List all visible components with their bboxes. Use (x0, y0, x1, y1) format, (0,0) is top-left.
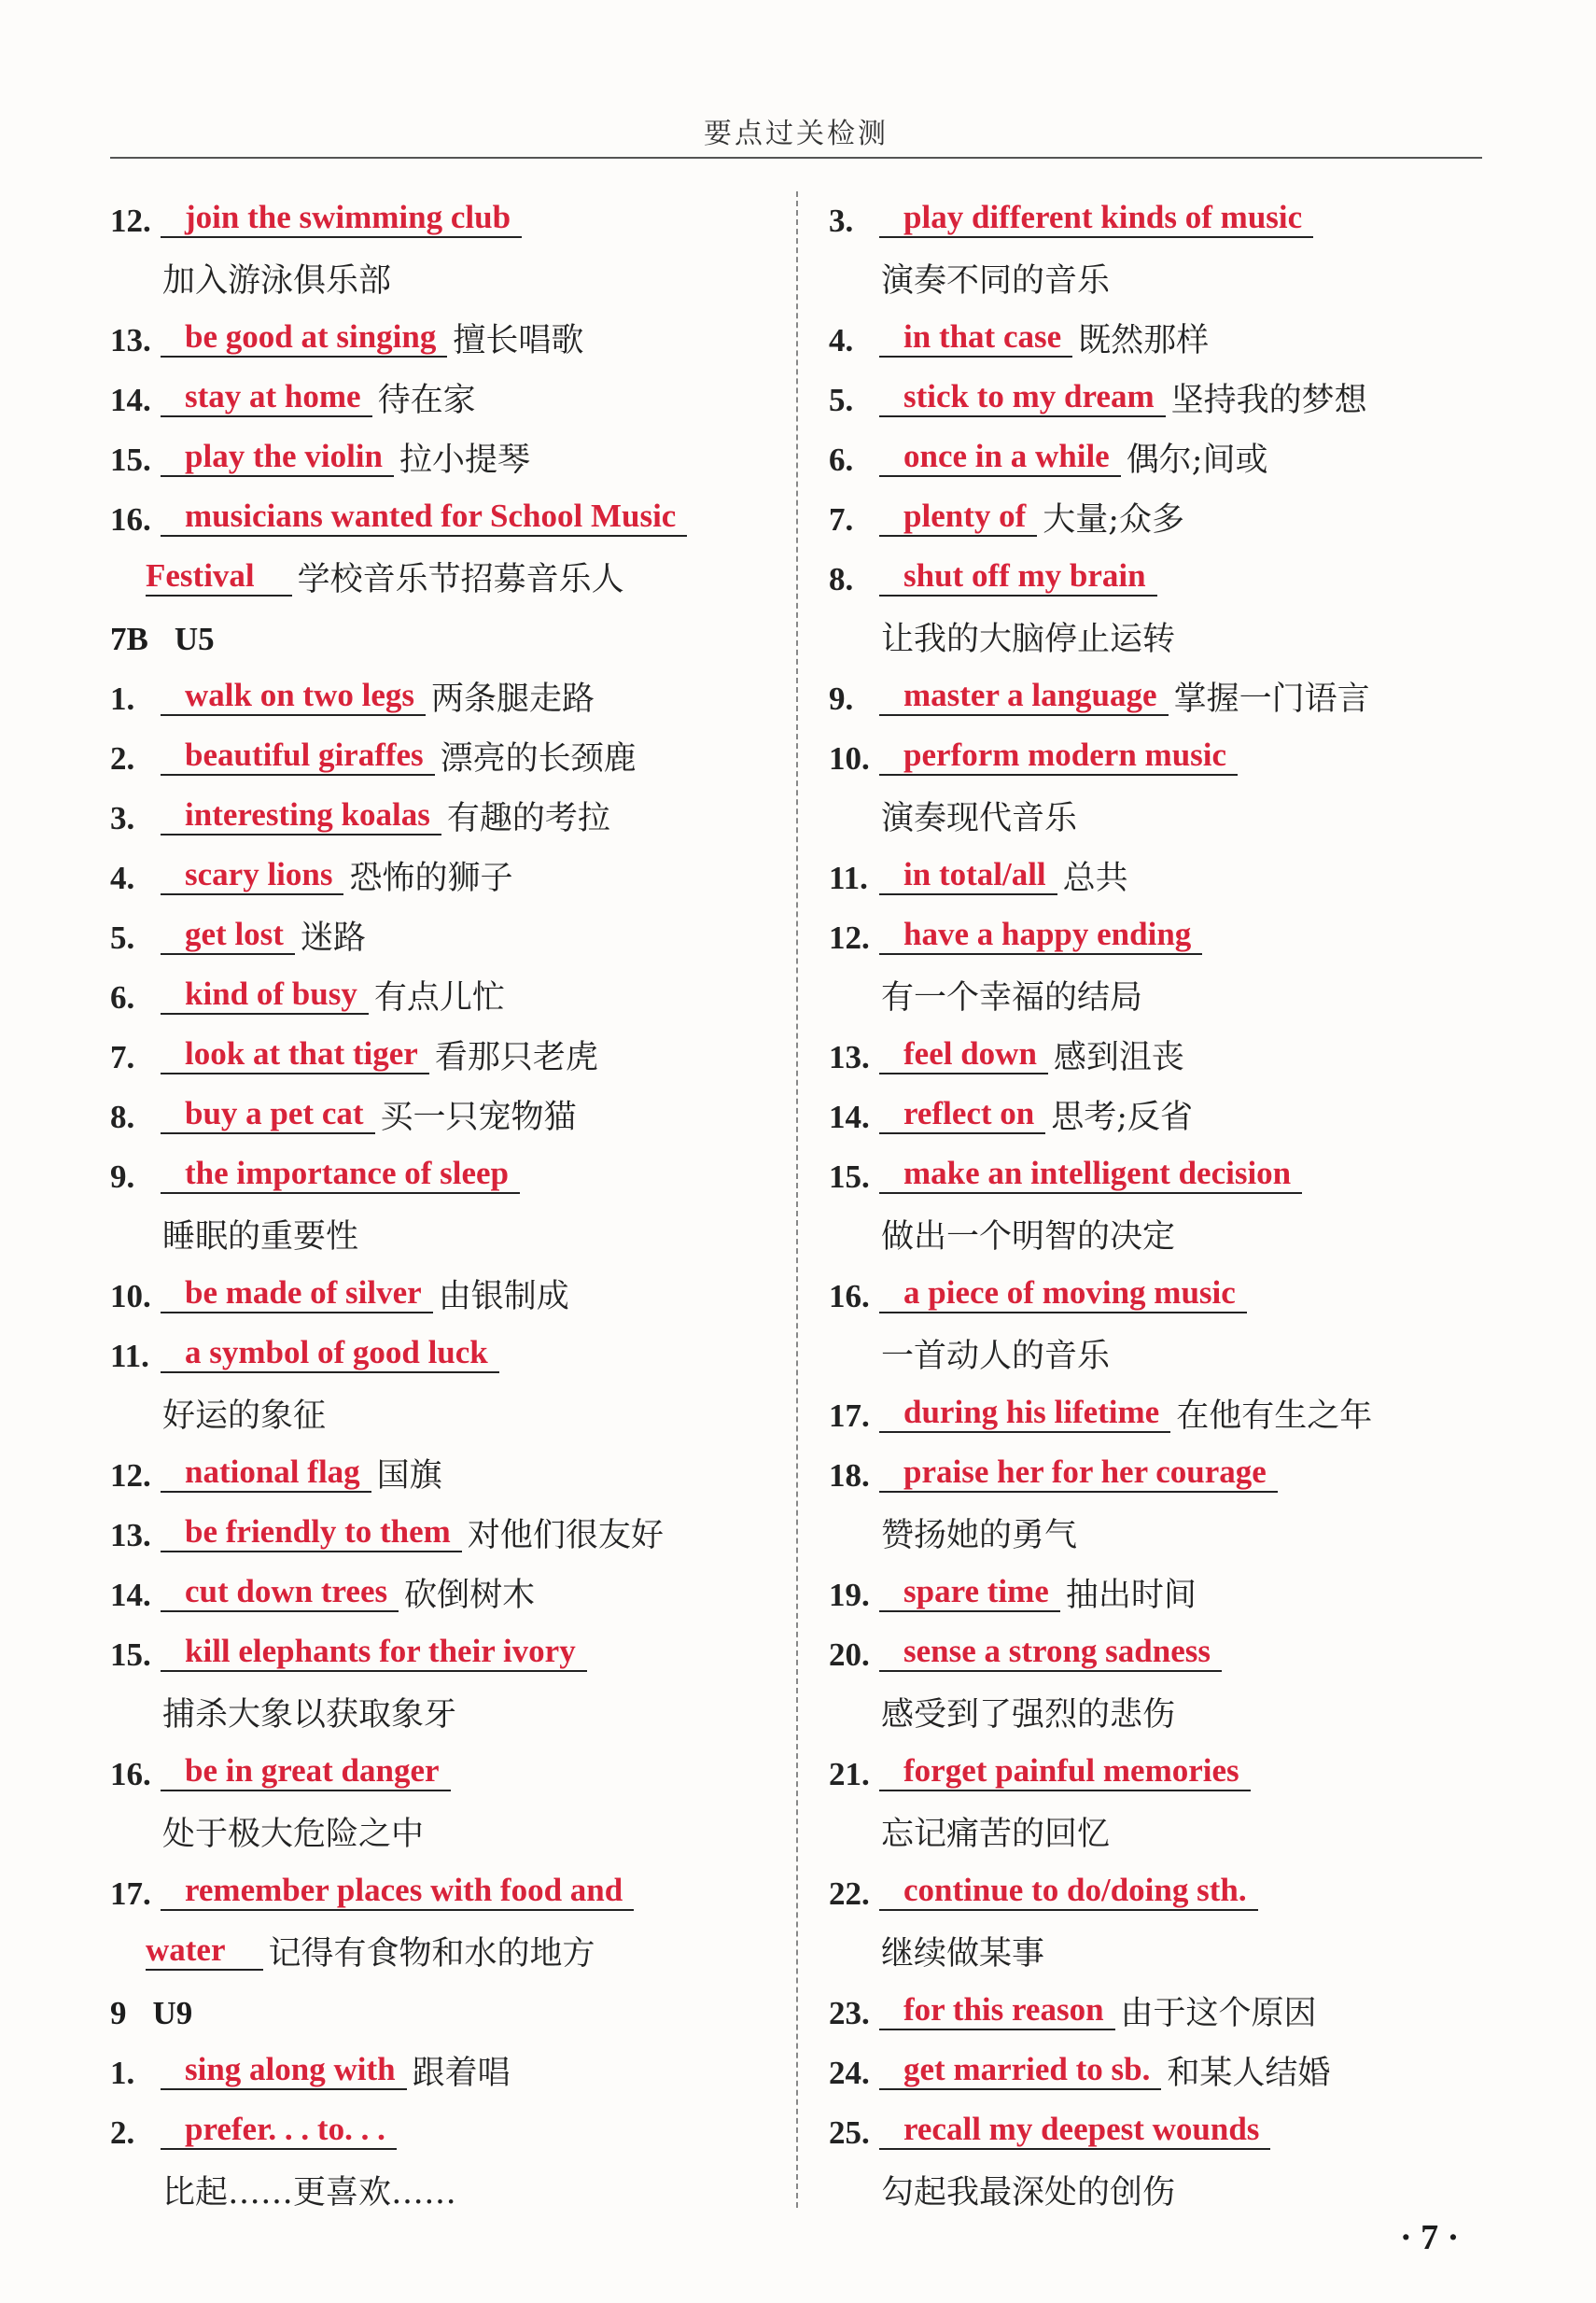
exercise-item (829, 729, 1501, 789)
exercise-item (829, 1864, 1501, 1924)
item-number: 12. (110, 1457, 151, 1494)
answer-blank: have a happy ending (879, 916, 1202, 955)
answer-blank: shut off my brain (879, 557, 1157, 597)
chinese-meaning: 和某人结婚 (1167, 2055, 1331, 2092)
unit-heading (110, 610, 782, 669)
item-number: 13. (110, 1517, 151, 1553)
answer-blank: musicians wanted for School Music (161, 498, 687, 537)
chinese-meaning: 抽出时间 (1065, 1577, 1197, 1614)
chinese-meaning: 迷路 (300, 920, 366, 957)
item-number: 24. (829, 2055, 870, 2091)
item-number: 10. (829, 740, 870, 777)
item-number: 5. (110, 920, 135, 956)
item-number: 1. (110, 2055, 135, 2091)
chinese-meaning: 偶尔;间或 (1126, 442, 1268, 479)
chinese-meaning-line (110, 251, 782, 311)
left-column (110, 191, 782, 2223)
chinese-meaning-line (110, 1685, 782, 1745)
answer-blank: master a language (879, 677, 1169, 716)
answer-blank: be made of silver (161, 1274, 433, 1313)
chinese-meaning: 学校音乐节招募音乐人 (297, 561, 624, 598)
exercise-item (829, 430, 1501, 490)
answer-blank: be good at singing (161, 318, 447, 358)
item-number: 6. (110, 979, 135, 1016)
exercise-item (829, 1745, 1501, 1804)
item-number: 5. (829, 382, 854, 418)
chinese-meaning: 演奏现代音乐 (881, 800, 1078, 837)
answer-blank: walk on two legs (161, 677, 426, 716)
right-column (829, 191, 1501, 2223)
item-number: 12. (829, 920, 870, 956)
answer-blank: kind of busy (161, 976, 369, 1015)
unit-label: U9 (152, 1995, 193, 2031)
exercise-item (829, 1267, 1501, 1327)
chinese-meaning-line (829, 1506, 1501, 1566)
answer-blank: a symbol of good luck (161, 1334, 499, 1373)
item-number: 4. (110, 860, 135, 896)
item-number: 22. (829, 1875, 870, 1912)
chinese-meaning-line (829, 1207, 1501, 1267)
chinese-meaning-line (110, 1207, 782, 1267)
chinese-meaning: 既然那样 (1078, 322, 1210, 359)
chinese-meaning: 让我的大脑停止运转 (881, 621, 1176, 658)
chinese-meaning: 加入游泳俱乐部 (162, 262, 392, 300)
chinese-meaning: 拉小提琴 (399, 442, 530, 479)
item-number: 15. (110, 442, 151, 478)
chinese-meaning: 擅长唱歌 (453, 322, 584, 359)
exercise-item (110, 669, 782, 729)
answer-blank: during his lifetime (879, 1394, 1170, 1433)
answer-blank: in that case (879, 318, 1072, 358)
exercise-item (110, 968, 782, 1028)
chinese-meaning: 总共 (1062, 860, 1128, 897)
exercise-item (110, 311, 782, 371)
exercise-item (829, 908, 1501, 968)
chinese-meaning: 跟着唱 (412, 2055, 511, 2092)
chinese-meaning-line (110, 2163, 782, 2223)
answer-blank: recall my deepest wounds (879, 2111, 1270, 2150)
item-number: 19. (829, 1577, 870, 1613)
unit-heading (110, 1984, 782, 2043)
answer-blank: beautiful giraffes (161, 737, 435, 776)
chinese-meaning-line (829, 251, 1501, 311)
item-number: 7. (829, 501, 854, 538)
item-number: 16. (110, 501, 151, 538)
exercise-item (110, 1267, 782, 1327)
chinese-meaning: 掌握一门语言 (1173, 681, 1370, 718)
chinese-meaning: 赞扬她的勇气 (881, 1517, 1078, 1554)
chinese-meaning: 两条腿走路 (431, 681, 595, 718)
exercise-item (110, 1147, 782, 1207)
item-number: 17. (110, 1875, 151, 1912)
chinese-meaning: 处于极大危险之中 (162, 1816, 425, 1853)
chinese-meaning: 在他有生之年 (1176, 1397, 1373, 1435)
chinese-meaning-line (829, 1804, 1501, 1864)
chinese-meaning: 记得有食物和水的地方 (268, 1935, 595, 1973)
chinese-meaning: 大量;众多 (1043, 501, 1185, 539)
answer-blank: make an intelligent decision (879, 1155, 1302, 1194)
answer-blank: play different kinds of music (879, 199, 1313, 238)
exercise-item (829, 669, 1501, 729)
header-divider (110, 157, 1482, 159)
item-number: 15. (110, 1636, 151, 1673)
exercise-item (829, 2103, 1501, 2163)
chinese-meaning: 买一只宠物猫 (380, 1099, 577, 1136)
item-number: 9. (110, 1159, 135, 1195)
answer-blank: the importance of sleep (161, 1155, 520, 1194)
chinese-meaning-line (829, 1327, 1501, 1386)
item-number: 1. (110, 681, 135, 717)
exercise-item (110, 1506, 782, 1566)
item-number: 7. (110, 1039, 135, 1075)
item-number: 15. (829, 1159, 870, 1195)
exercise-item (829, 1088, 1501, 1147)
answer-blank: interesting koalas (161, 796, 441, 836)
exercise-item (829, 550, 1501, 610)
page-header-title: 要点过关检测 (704, 118, 889, 150)
answer-blank: cut down trees (161, 1573, 399, 1612)
exercise-continuation (110, 1924, 782, 1984)
answer-blank-continued: Festival (146, 557, 292, 597)
answer-blank: get lost (161, 916, 295, 955)
exercise-item (110, 191, 782, 251)
grade-label: 7B (110, 621, 148, 657)
item-number: 2. (110, 740, 135, 777)
exercise-item (829, 1386, 1501, 1446)
chinese-meaning: 比起……更喜欢…… (162, 2174, 457, 2212)
item-number: 11. (110, 1338, 149, 1374)
item-number: 3. (110, 800, 135, 836)
chinese-meaning: 思考;反省 (1051, 1099, 1194, 1136)
item-number: 8. (829, 561, 854, 597)
chinese-meaning: 对他们很友好 (467, 1517, 664, 1554)
answer-blank: prefer. . . to. . . (161, 2111, 397, 2150)
item-number: 18. (829, 1457, 870, 1494)
exercise-item (110, 849, 782, 908)
answer-blank: play the violin (161, 438, 394, 477)
chinese-meaning: 继续做某事 (881, 1935, 1045, 1973)
chinese-meaning: 国旗 (376, 1457, 442, 1495)
answer-blank: buy a pet cat (161, 1095, 375, 1134)
exercise-item (110, 1566, 782, 1625)
item-number: 23. (829, 1995, 870, 2031)
chinese-meaning: 勾起我最深处的创伤 (881, 2174, 1176, 2212)
chinese-meaning: 一首动人的音乐 (881, 1338, 1111, 1375)
answer-blank: scary lions (161, 856, 343, 895)
item-number: 8. (110, 1099, 135, 1135)
answer-blank: sing along with (161, 2051, 407, 2090)
answer-blank: perform modern music (879, 737, 1238, 776)
answer-blank: praise her for her courage (879, 1453, 1278, 1493)
exercise-item (829, 371, 1501, 430)
chinese-meaning: 有点儿忙 (373, 979, 505, 1017)
item-number: 14. (110, 1577, 151, 1613)
exercise-item (829, 1028, 1501, 1088)
answer-blank: remember places with food and (161, 1872, 634, 1911)
chinese-meaning: 感到沮丧 (1053, 1039, 1184, 1076)
exercise-item (829, 191, 1501, 251)
chinese-meaning: 忘记痛苦的回忆 (881, 1816, 1111, 1853)
item-number: 21. (829, 1756, 870, 1792)
answer-blank: be friendly to them (161, 1513, 462, 1552)
exercise-item (110, 908, 782, 968)
exercise-item (110, 2103, 782, 2163)
answer-blank: stay at home (161, 378, 372, 417)
item-number: 9. (829, 681, 854, 717)
exercise-item (829, 1566, 1501, 1625)
exercise-item (110, 729, 782, 789)
exercise-item (110, 1088, 782, 1147)
chinese-meaning-line (829, 1924, 1501, 1984)
item-number: 13. (110, 322, 151, 358)
answer-blank: in total/all (879, 856, 1057, 895)
answer-blank: national flag (161, 1453, 371, 1493)
answer-blank: look at that tiger (161, 1035, 429, 1074)
exercise-item (110, 1625, 782, 1685)
exercise-item (829, 311, 1501, 371)
chinese-meaning: 待在家 (377, 382, 476, 419)
chinese-meaning: 演奏不同的音乐 (881, 262, 1111, 300)
answer-blank: kill elephants for their ivory (161, 1633, 587, 1672)
chinese-meaning: 看那只老虎 (434, 1039, 598, 1076)
answer-blank: once in a while (879, 438, 1121, 477)
chinese-meaning-line (110, 1804, 782, 1864)
exercise-item (110, 789, 782, 849)
chinese-meaning: 由于这个原因 (1120, 1995, 1317, 2032)
page-number: · 7 · (1400, 2218, 1460, 2257)
chinese-meaning-line (110, 1386, 782, 1446)
chinese-meaning-line (829, 789, 1501, 849)
exercise-item (110, 1028, 782, 1088)
chinese-meaning-line (829, 2163, 1501, 2223)
item-number: 2. (110, 2114, 135, 2151)
chinese-meaning: 砍倒树木 (404, 1577, 536, 1614)
answer-blank: for this reason (879, 1991, 1115, 2030)
exercise-item (110, 1745, 782, 1804)
item-number: 13. (829, 1039, 870, 1075)
answer-blank: plenty of (879, 498, 1037, 537)
item-number: 6. (829, 442, 854, 478)
answer-blank: join the swimming club (161, 199, 522, 238)
answer-blank: feel down (879, 1035, 1048, 1074)
exercise-item (110, 2043, 782, 2103)
item-number: 3. (829, 203, 854, 239)
exercise-item (110, 1864, 782, 1924)
exercise-item (829, 1984, 1501, 2043)
item-number: 20. (829, 1636, 870, 1673)
unit-label: U5 (174, 621, 215, 657)
chinese-meaning-line (829, 968, 1501, 1028)
item-number: 16. (829, 1278, 870, 1314)
answer-blank: reflect on (879, 1095, 1045, 1134)
chinese-meaning-line (829, 1685, 1501, 1745)
exercise-item (110, 430, 782, 490)
chinese-meaning: 睡眠的重要性 (162, 1218, 359, 1256)
chinese-meaning: 有一个幸福的结局 (881, 979, 1143, 1017)
answer-blank: spare time (879, 1573, 1060, 1612)
column-divider (796, 191, 798, 2208)
chinese-meaning: 捕杀大象以获取象牙 (162, 1696, 457, 1734)
answer-blank: sense a strong sadness (879, 1633, 1222, 1672)
item-number: 11. (829, 860, 868, 896)
item-number: 14. (110, 382, 151, 418)
item-number: 14. (829, 1099, 870, 1135)
exercise-item (110, 371, 782, 430)
answer-blank: a piece of moving music (879, 1274, 1247, 1313)
item-number: 4. (829, 322, 854, 358)
exercise-continuation (110, 550, 782, 610)
item-number: 25. (829, 2114, 870, 2151)
exercise-item (829, 1446, 1501, 1506)
exercise-item (829, 1147, 1501, 1207)
exercise-item (110, 490, 782, 550)
chinese-meaning: 感受到了强烈的悲伤 (881, 1696, 1176, 1734)
chinese-meaning: 好运的象征 (162, 1397, 327, 1435)
exercise-item (829, 849, 1501, 908)
exercise-item (829, 490, 1501, 550)
answer-blank: stick to my dream (879, 378, 1166, 417)
chinese-meaning-line (829, 610, 1501, 669)
exercise-item (829, 2043, 1501, 2103)
item-number: 10. (110, 1278, 151, 1314)
exercise-item (829, 1625, 1501, 1685)
item-number: 17. (829, 1397, 870, 1434)
exercise-item (110, 1446, 782, 1506)
chinese-meaning: 做出一个明智的决定 (881, 1218, 1176, 1256)
item-number: 12. (110, 203, 151, 239)
answer-blank: be in great danger (161, 1752, 451, 1791)
exercise-item (110, 1327, 782, 1386)
answer-blank: get married to sb. (879, 2051, 1161, 2090)
answer-blank: continue to do/doing sth. (879, 1872, 1258, 1911)
chinese-meaning: 由银制成 (438, 1278, 569, 1315)
answer-blank: forget painful memories (879, 1752, 1251, 1791)
chinese-meaning: 有趣的考拉 (446, 800, 610, 837)
item-number: 16. (110, 1756, 151, 1792)
chinese-meaning: 坚持我的梦想 (1170, 382, 1367, 419)
chinese-meaning: 恐怖的狮子 (349, 860, 513, 897)
grade-label: 9 (110, 1995, 127, 2031)
answer-blank-continued: water (146, 1931, 263, 1971)
chinese-meaning: 漂亮的长颈鹿 (440, 740, 637, 778)
